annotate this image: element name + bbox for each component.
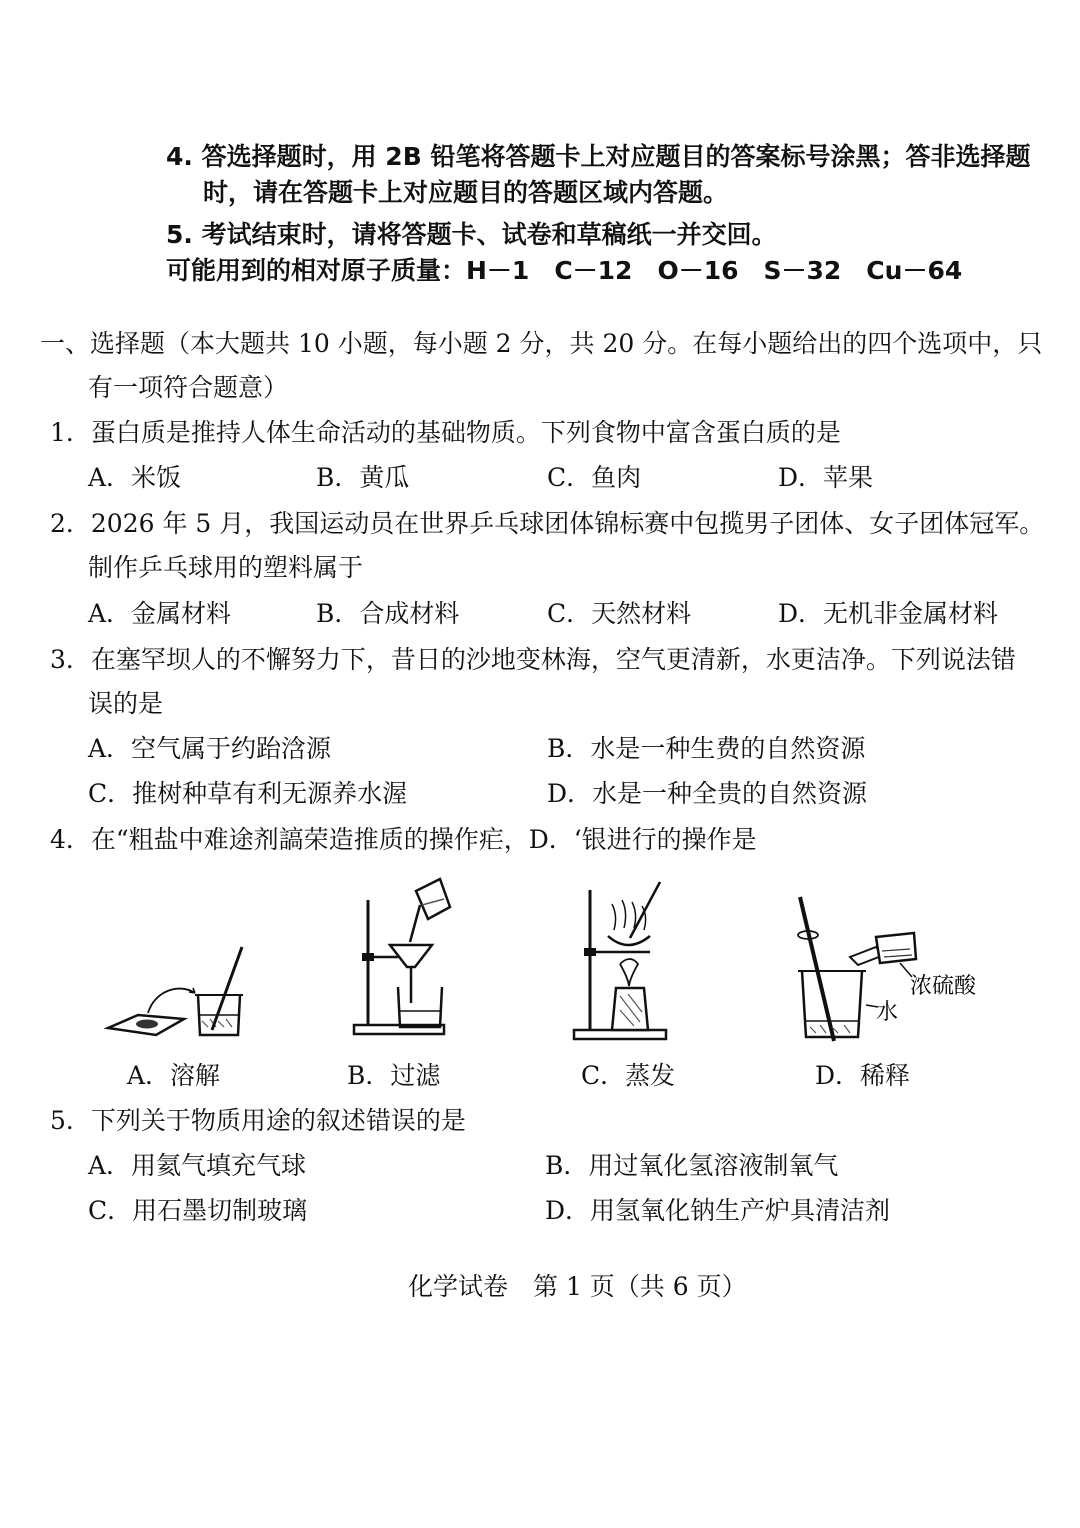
question-5-stem: 5．下列关于物质用途的叙述错误的是 bbox=[50, 1106, 466, 1135]
question-3-option-d: D．水是一种全贵的自然资源 bbox=[547, 779, 868, 808]
question-2-option-a: A．金属材料 bbox=[88, 599, 232, 628]
section-heading-line2: 有一项符合题意） bbox=[88, 373, 289, 402]
note-4-line2: 时，请在答题卡上对应题目的答题区域内答题。 bbox=[203, 178, 729, 207]
question-3-option-b: B．水是一种生费的自然资源 bbox=[547, 734, 866, 763]
question-5-option-b: B．用过氧化氢溶液制氧气 bbox=[545, 1151, 839, 1180]
question-3-stem-line2: 误的是 bbox=[88, 689, 164, 718]
question-5-option-c: C．用石墨切制玻璃 bbox=[88, 1196, 308, 1225]
question-3-option-c: C．推树种草有利无源养水渥 bbox=[88, 779, 408, 808]
figure-caption-d: D．稀释 bbox=[815, 1061, 911, 1090]
question-2-stem-line1: 2．2026 年 5 月，我国运动员在世界乒乓球团体锦标赛中包揽男子团体、女子团体冠军。 bbox=[50, 509, 1045, 538]
note-4-line1: 4. 答选择题时，用 2B 铅笔将答题卡上对应题目的答案标号涂黑；答非选择题 bbox=[166, 142, 1031, 171]
figure-caption-c: C．蒸发 bbox=[581, 1061, 676, 1090]
figure-caption-b: B．过滤 bbox=[347, 1061, 441, 1090]
label-concentrated-acid: 浓硫酸 bbox=[910, 974, 977, 999]
figure-evaporation bbox=[568, 880, 688, 1045]
question-1-option-c: C．鱼肉 bbox=[547, 463, 642, 492]
question-1-option-a: A．米饭 bbox=[88, 463, 182, 492]
figure-dissolve bbox=[100, 935, 260, 1045]
question-2-option-c: C．天然材料 bbox=[547, 599, 692, 628]
section-heading-line1: 一、选择题（本大题共 10 小题，每小题 2 分，共 20 分。在每小题给出的四个选项中，只 bbox=[40, 329, 1043, 358]
question-2-stem-line2: 制作乒乓球用的塑料属于 bbox=[88, 553, 364, 582]
question-4-stem: 4．在“粗盐中难途剂謞荣造推质的操作疟，D．‘银进行的操作是 bbox=[50, 825, 757, 854]
question-3-stem-line1: 3．在塞罕坝人的不懈努力下，昔日的沙地变林海，空气更清新，水更洁净。下列说法错 bbox=[50, 645, 1016, 674]
question-1-option-d: D．苹果 bbox=[778, 463, 874, 492]
figure-filtration bbox=[350, 875, 460, 1040]
atomic-mass: 可能用到的相对原子质量：H－1 C－12 O－16 S－32 Cu－64 bbox=[166, 256, 963, 285]
question-3-option-a: A．空气属于约跆浛源 bbox=[88, 734, 332, 763]
question-5-option-d: D．用氢氧化钠生产炉具清洁剂 bbox=[545, 1196, 891, 1225]
question-1-option-b: B．黄瓜 bbox=[316, 463, 410, 492]
label-water: 水 bbox=[876, 1000, 899, 1025]
question-5-option-a: A．用氦气填充气球 bbox=[88, 1151, 307, 1180]
question-2-option-b: B．合成材料 bbox=[316, 599, 460, 628]
figure-dilution bbox=[788, 895, 988, 1045]
question-1-stem: 1．蛋白质是推持人体生命活动的基础物质。下列食物中富含蛋白质的是 bbox=[50, 418, 841, 447]
question-2-option-d: D．无机非金属材料 bbox=[778, 599, 999, 628]
note-5: 5. 考试结束时，请将答题卡、试卷和草稿纸一并交回。 bbox=[166, 220, 777, 249]
page-footer: 化学试卷 第 1 页（共 6 页） bbox=[408, 1272, 747, 1301]
figure-caption-a: A．溶解 bbox=[127, 1061, 221, 1090]
